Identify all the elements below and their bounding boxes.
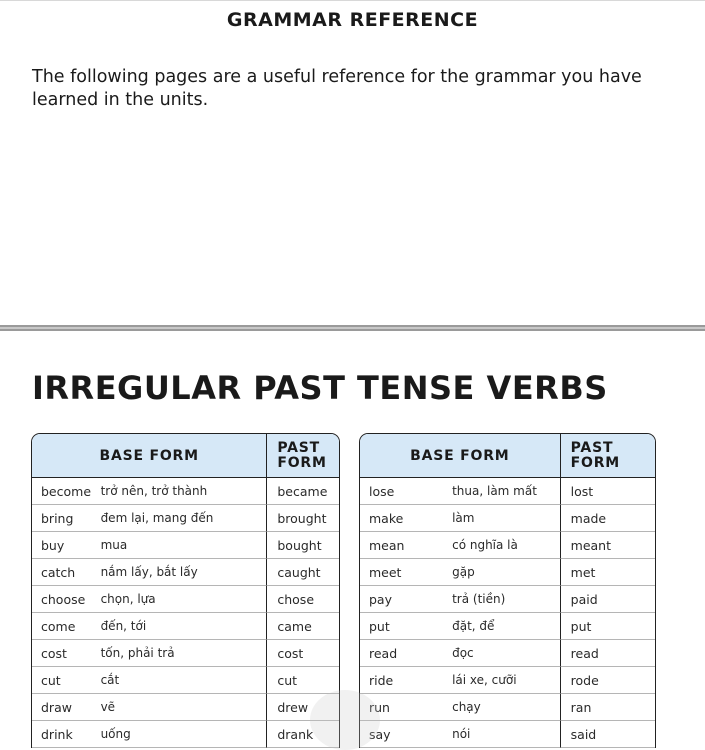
meaning-cell: tốn, phải trả [101,640,268,667]
meaning-cell: đến, tới [101,613,268,640]
table-row [360,613,655,640]
past-form-cell: caught [267,559,339,586]
table-row [360,667,655,694]
past-form-cell: said [561,721,655,748]
table-header-row [360,434,655,478]
table-row [32,721,339,748]
table-row [32,613,339,640]
table-row [32,559,339,586]
table-row [32,478,339,505]
table-row [32,532,339,559]
base-form-cell: lose [360,478,452,505]
verb-table-left [31,433,340,748]
meaning-cell: nói [452,721,561,748]
meaning-cell: mua [101,532,268,559]
table-row [360,586,655,613]
past-form-cell: became [267,478,339,505]
past-header-line2: FORM [277,454,327,471]
table-row [32,586,339,613]
past-form-cell: bought [267,532,339,559]
table-row [32,505,339,532]
table-row [360,505,655,532]
verb-table-body [32,478,339,748]
meaning-cell: chọn, lựa [101,586,268,613]
past-form-cell: lost [561,478,655,505]
past-form-cell: drew [267,694,339,721]
meaning-cell: đặt, để [452,613,561,640]
past-form-cell: meant [561,532,655,559]
table-header-row [32,434,339,478]
table-row [360,532,655,559]
base-form-cell: say [360,721,452,748]
intro-paragraph: The following pages are a useful reference for the grammar you have learned in the units. [32,67,642,110]
base-form-cell: catch [32,559,101,586]
past-form-cell: paid [561,586,655,613]
meaning-cell: trở nên, trở thành [101,478,268,505]
base-form-cell: put [360,613,452,640]
past-form-cell: cut [267,667,339,694]
meaning-cell: làm [452,505,561,532]
base-form-cell: read [360,640,452,667]
base-form-cell: pay [360,586,452,613]
table-row [360,559,655,586]
past-form-cell: drank [267,721,339,748]
base-form-cell: make [360,505,452,532]
base-form-cell: choose [32,586,101,613]
base-form-header: BASE FORM [360,434,561,478]
meaning-cell: lái xe, cưỡi [452,667,561,694]
base-form-cell: drink [32,721,101,748]
base-form-cell: run [360,694,452,721]
base-form-cell: cut [32,667,101,694]
past-form-cell: made [561,505,655,532]
past-form-cell: put [561,613,655,640]
meaning-cell: có nghĩa là [452,532,561,559]
meaning-cell: đọc [452,640,561,667]
past-header-line2: FORM [570,454,621,471]
top-rule [0,0,705,1]
divider-bar-inner [0,327,705,329]
past-form-cell: cost [267,640,339,667]
meaning-cell: cắt [101,667,268,694]
base-form-cell: ride [360,667,452,694]
meaning-cell: thua, làm mất [452,478,561,505]
past-form-cell: came [267,613,339,640]
base-form-cell: cost [32,640,101,667]
table-row [32,640,339,667]
past-form-cell: ran [561,694,655,721]
table-row [360,478,655,505]
past-header-line1: PAST [570,439,614,456]
past-form-cell: brought [267,505,339,532]
past-header-line1: PAST [277,439,321,456]
table-row [360,721,655,748]
base-form-cell: buy [32,532,101,559]
meaning-cell: đem lại, mang đến [101,505,268,532]
base-form-header: BASE FORM [32,434,267,478]
past-form-header [561,434,655,478]
past-form-cell: read [561,640,655,667]
meaning-cell: vẽ [101,694,268,721]
meaning-cell: trả (tiền) [452,586,561,613]
past-form-cell: rode [561,667,655,694]
base-form-cell: come [32,613,101,640]
verb-table-right [359,433,656,748]
meaning-cell: gặp [452,559,561,586]
table-row [360,694,655,721]
past-form-cell: chose [267,586,339,613]
base-form-cell: bring [32,505,101,532]
meaning-cell: uống [101,721,268,748]
section-title: IRREGULAR PAST TENSE VERBS [32,369,608,407]
meaning-cell: nắm lấy, bắt lấy [101,559,268,586]
past-form-cell: met [561,559,655,586]
table-row [32,694,339,721]
meaning-cell: chạy [452,694,561,721]
page-divider [0,323,705,333]
base-form-cell: become [32,478,101,505]
base-form-cell: mean [360,532,452,559]
verb-table-body [360,478,655,748]
page-header-title: GRAMMAR REFERENCE [226,9,479,31]
past-form-header [267,434,339,478]
table-row [32,667,339,694]
base-form-cell: draw [32,694,101,721]
base-form-cell: meet [360,559,452,586]
table-row [360,640,655,667]
